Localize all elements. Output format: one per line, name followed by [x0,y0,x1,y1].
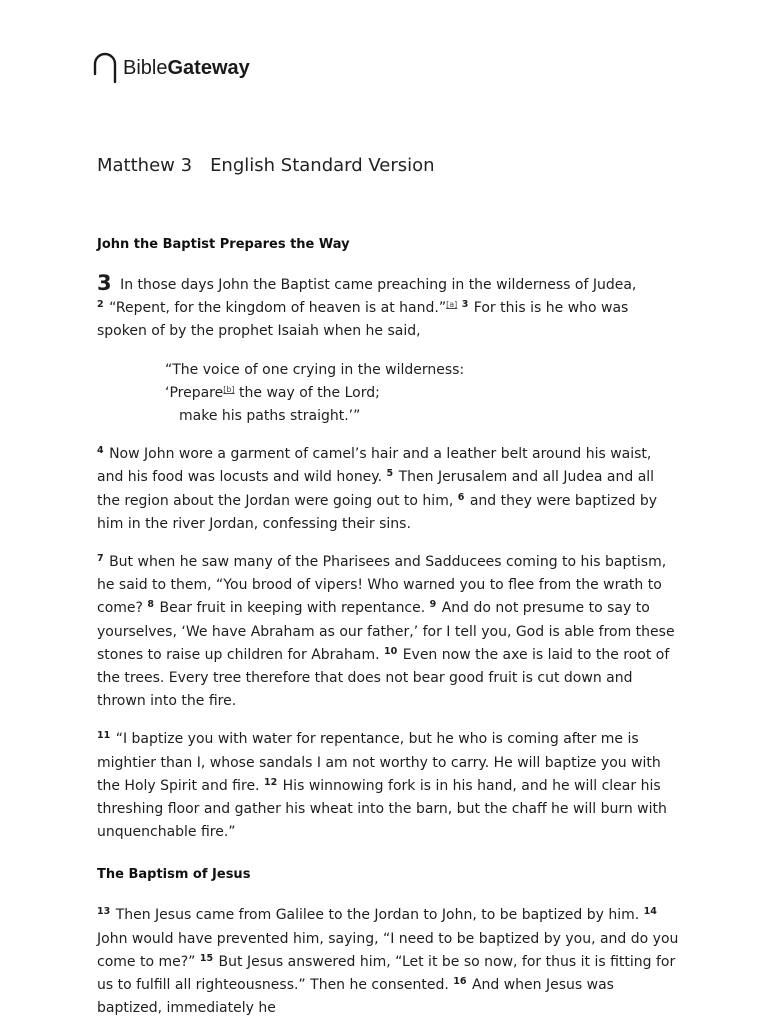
passage-title [97,155,435,176]
footnote-link[interactable]: [b] [223,384,235,394]
verse-text: Now John wore a garment of camel’s hair and a leather belt around his waist, and his food was locusts and wild honey. [97,446,652,486]
footnote-link[interactable]: [a] [446,300,458,310]
verse-text: Then Jerusalem and all Judea and all the region about the Jordan were going out to him, [97,469,655,509]
verse-text: In those days John the Baptist came preaching in the wilderness of Judea, [120,277,637,293]
bible-gateway-logo-icon [92,52,118,84]
verse-text: And do not presume to say to yourselves, ‘We have Abraham as our father,’ for I tell you, God is able from these stones to raise up children for Abraham. [97,600,675,663]
verse-text: His winnowing fork is in his hand, and he will clear his threshing floor and gather his wheat into the barn, but the chaff he will burn with unquenchable fire.” [97,777,667,841]
verse-text: Even now the axe is laid to the root of the trees. Every tree therefore that does not bear good fruit is cut down and thrown into the fire. [97,646,670,710]
logo-text: BibleGateway [123,56,250,79]
verse-number: 3 [461,299,469,311]
poetry-line: “The voice of one crying in the wilderness: [165,361,465,378]
verse-text: But when he saw many of the Pharisees and Sadducees coming to his baptism, he said to them, “You brood of vipers! Who warned you to flee from the wrath to come? [97,554,667,617]
paragraph [97,443,679,536]
poetry-line: ‘Prepare[b] the way of the Lord; [165,384,380,401]
verse-text: “Repent, for the kingdom of heaven is at hand.” [109,300,447,317]
verse-number: 15 [199,952,214,964]
version-name: English Standard Version [210,155,435,176]
paragraph [97,551,679,713]
verse-text: “I baptize you with water for repentance, but he who is coming after me is mightier than I, whose sandals I am not worthy to carry. He will baptize you with the Holy Spirit and fire. [97,731,661,794]
verse-text: For this is he who was spoken of by the prophet Isaiah when he said, [97,300,629,340]
chapter-number: 3 [97,271,112,295]
verse-number: 12 [263,776,278,788]
paragraph [97,728,679,844]
verse-number: 4 [97,445,104,457]
verse-text: Bear fruit in keeping with repentance. [159,600,426,617]
verse-number: 9 [429,599,437,611]
paragraph [97,271,679,344]
verse-text: And when Jesus was baptized, immediately he [97,977,614,1017]
paragraph [97,904,679,1020]
section-heading: The Baptism of Jesus [97,867,251,883]
verse-number: 16 [453,976,467,988]
passage-content [97,236,679,1035]
verse-number: 2 [97,299,104,311]
verse-number: 5 [386,468,394,480]
verse-number: 6 [457,491,465,503]
bible-gateway-logo[interactable] [92,52,250,84]
verse-number: 11 [97,730,111,742]
section-heading: John the Baptist Prepares the Way [97,237,350,252]
verse-number: 13 [97,906,111,918]
verse-text: Then Jesus came from Galilee to the Jordan to John, to be baptized by him. [115,907,640,924]
verse-number: 10 [384,645,398,657]
verse-text: John would have prevented him, saying, “I need to be baptized by you, and do you come to me?” [97,930,679,970]
verse-text: But Jesus answered him, “Let it be so now, for thus it is fitting for us to fulfill all righteousness.” Then he consented. [97,953,676,994]
verse-number: 7 [97,553,104,565]
verse-number: 8 [147,599,155,611]
verse-text: and they were baptized by him in the river Jordan, confessing their sins. [97,492,658,532]
verse-number: 14 [643,906,657,918]
poetry-line: make his paths straight.’” [179,408,361,425]
poetry-block [165,359,679,429]
book-chapter: Matthew 3 [97,155,193,176]
